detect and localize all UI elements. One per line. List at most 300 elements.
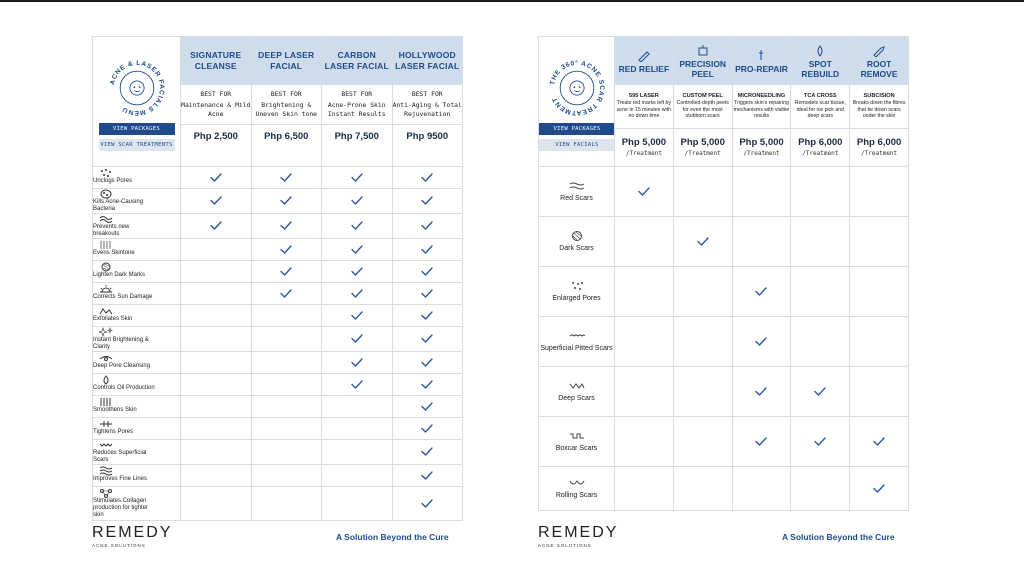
check-icon [755, 387, 767, 396]
check-icon [421, 380, 433, 389]
header-row [539, 37, 909, 85]
check-cell [615, 267, 674, 317]
check-cell [181, 167, 252, 189]
check-cell [791, 467, 850, 511]
check-cell [322, 487, 393, 521]
feature-label-cell [93, 352, 181, 374]
check-cell [322, 305, 393, 327]
check-cell [322, 465, 393, 487]
feature-label-cell [93, 327, 181, 352]
scar-label-cell [539, 217, 615, 267]
check-cell [732, 217, 791, 267]
brand-sub-right: ACNE SOLUTIONS [538, 543, 592, 548]
price-unit: /Treatment [625, 149, 662, 157]
deep-scar-icon [569, 381, 585, 391]
feature-row [93, 283, 463, 305]
scar-row [539, 467, 909, 511]
scar-label: Superficial Pitted Scars [540, 344, 613, 352]
best-for-cell [392, 85, 463, 125]
feature-row [93, 261, 463, 283]
feature-row [93, 440, 463, 465]
scar-label-cell [539, 467, 615, 511]
scar-row [539, 367, 909, 417]
treatment-desc: Breaks down the fibres that tie down scars under the skin [852, 100, 906, 120]
feature-label: Reduces Superficial Scars [93, 450, 147, 463]
check-cell [673, 217, 732, 267]
treatment-column-header [791, 37, 850, 85]
treatment-tech: MICRONEEDLING [737, 93, 786, 100]
treatment-desc-cell [791, 85, 850, 129]
check-icon [814, 387, 826, 396]
check-icon [351, 358, 363, 367]
check-cell [322, 374, 393, 396]
check-icon [351, 380, 363, 389]
feature-label: Stimulates Collagen production for tighter skin [93, 498, 149, 518]
scar-treatment-table [538, 36, 909, 511]
exfoliate-icon [99, 306, 113, 316]
best-for-text: Acne-Prone Skin Instant Results [327, 101, 386, 118]
sparkle-icon [99, 327, 113, 337]
check-cell [322, 167, 393, 189]
scar-label-cell [539, 367, 615, 417]
facial-column-header: DEEP LASER FACIAL [251, 37, 322, 85]
check-cell [791, 367, 850, 417]
feature-row [93, 352, 463, 374]
laser-icon [637, 50, 651, 62]
treatment-name: SPOT REBUILD [801, 59, 840, 79]
price-value: Php 5,000 [739, 136, 784, 148]
treatment-name: PRECISION PEEL [679, 59, 727, 79]
check-cell [673, 367, 732, 417]
price-unit: /Treatment [684, 149, 721, 157]
dots-icon [99, 168, 113, 178]
facials-menu-table [92, 36, 463, 521]
feature-label: Lighten Dark Marks [93, 272, 146, 279]
treatment-desc-cell [673, 85, 732, 129]
check-cell [615, 217, 674, 267]
view-packages-button[interactable]: VIEW PACKAGES [99, 123, 175, 135]
check-cell [392, 418, 463, 440]
feature-label: Prevents new breakouts [93, 224, 130, 237]
treatment-desc: Treats red marks left by acne in 15 minutes with no down time [616, 100, 672, 120]
feature-label-cell [93, 189, 181, 214]
check-cell [850, 317, 909, 367]
best-for-label: BEST FOR [270, 90, 302, 98]
price-unit: /Treatment [743, 149, 780, 157]
feature-label-cell [93, 283, 181, 305]
check-icon [421, 245, 433, 254]
feature-label-cell [93, 465, 181, 487]
check-cell [181, 418, 252, 440]
rolling-icon [569, 478, 585, 488]
facial-column-header: SIGNATURE CLEANSE [181, 37, 252, 85]
check-cell [732, 267, 791, 317]
menu-badge-logo [106, 57, 168, 119]
treatment-column-header [732, 37, 791, 85]
check-cell [392, 305, 463, 327]
pore-icon [99, 353, 113, 363]
feature-label: Deep Pore Cleansing [93, 363, 151, 370]
check-icon [280, 221, 292, 230]
feature-label: Controls Oil Production [93, 385, 155, 392]
price-unit: /Treatment [802, 149, 839, 157]
treatment-tech: CUSTOM PEEL [682, 93, 723, 100]
feature-label: Instant Brightening & Clarity [93, 337, 149, 350]
check-cell [251, 239, 322, 261]
treatment-desc: Controlled-depth peels for even the most stubborn scars [676, 100, 729, 120]
check-icon [421, 289, 433, 298]
check-cell [392, 465, 463, 487]
check-cell [322, 396, 393, 418]
feature-label: Corrects Sun Damage [93, 294, 153, 301]
feature-label: Smoothens Skin [93, 407, 137, 414]
check-icon [421, 499, 433, 508]
check-icon [210, 196, 222, 205]
check-icon [351, 334, 363, 343]
check-cell [251, 465, 322, 487]
best-for-cell [322, 85, 393, 125]
check-cell [392, 352, 463, 374]
price-cell: Php 7,500 [322, 125, 393, 167]
check-cell [392, 487, 463, 521]
scar-label: Boxcar Scars [555, 444, 598, 452]
check-icon [638, 187, 650, 196]
scar-row [539, 167, 909, 217]
feature-label: Kills Acne-Causing Bacteria [93, 199, 144, 212]
brand-logo-right: REMEDY [538, 524, 619, 541]
scar-label-cell [539, 317, 615, 367]
check-cell [181, 327, 252, 352]
best-for-text: Brightening & Uneven Skin tone [255, 101, 318, 118]
blade-icon [872, 45, 886, 57]
bacteria-icon [99, 189, 113, 199]
tagline-left: A Solution Beyond the Cure [336, 532, 449, 542]
price-cell [791, 129, 850, 167]
check-cell [615, 167, 674, 217]
treatment-desc-cell [850, 85, 909, 129]
feature-label-cell [93, 239, 181, 261]
check-cell [181, 487, 252, 521]
tighten-icon [99, 419, 113, 429]
view-packages-button[interactable]: VIEW PACKAGES [539, 123, 615, 135]
scar-logo-cell [539, 37, 615, 167]
check-icon [280, 267, 292, 276]
feature-label-cell [93, 440, 181, 465]
check-cell [673, 317, 732, 367]
check-cell [181, 440, 252, 465]
feature-label-cell [93, 305, 181, 327]
scar-treatment-panel [538, 36, 909, 511]
check-icon [421, 221, 433, 230]
feature-row [93, 396, 463, 418]
check-cell [251, 167, 322, 189]
check-icon [697, 237, 709, 246]
drop-icon [813, 45, 827, 57]
boxcar-icon [569, 431, 585, 441]
check-icon [421, 402, 433, 411]
check-cell [322, 327, 393, 352]
price-cell [732, 129, 791, 167]
check-icon [280, 196, 292, 205]
facial-column-header: HOLLYWOOD LASER FACIAL [392, 37, 463, 85]
view-facials-button[interactable]: VIEW FACIALS [539, 139, 615, 151]
check-icon [351, 196, 363, 205]
check-cell [322, 239, 393, 261]
check-cell [251, 261, 322, 283]
treatment-desc-cell [732, 85, 791, 129]
check-icon [351, 311, 363, 320]
svg-text:ACNE & LASER FACIALS MENU: ACNE & LASER FACIALS MENU [108, 59, 165, 116]
check-cell [615, 317, 674, 367]
check-cell [251, 189, 322, 214]
finelines-icon [99, 466, 113, 476]
smooth-icon [99, 397, 113, 407]
lines-icon [99, 240, 113, 250]
check-icon [421, 447, 433, 456]
check-cell [181, 305, 252, 327]
check-cell [673, 417, 732, 467]
wave-icon [99, 214, 113, 224]
price-cell [615, 129, 674, 167]
scar-icon [99, 440, 113, 450]
check-icon [280, 289, 292, 298]
scar-label: Dark Scars [559, 244, 594, 252]
feature-label-cell [93, 487, 181, 521]
check-cell [181, 214, 252, 239]
check-cell [392, 283, 463, 305]
check-cell [251, 440, 322, 465]
check-cell [251, 214, 322, 239]
feature-label: Improves Fine Lines [93, 476, 148, 483]
check-icon [814, 437, 826, 446]
check-cell [791, 167, 850, 217]
check-cell [615, 417, 674, 467]
check-cell [251, 352, 322, 374]
scar-row [539, 317, 909, 367]
feature-label-cell [93, 261, 181, 283]
feature-row [93, 214, 463, 239]
check-cell [251, 283, 322, 305]
best-for-label: BEST FOR [341, 90, 373, 98]
check-cell [181, 352, 252, 374]
scar-label-cell [539, 167, 615, 217]
check-icon [873, 484, 885, 493]
check-cell [392, 239, 463, 261]
check-cell [392, 214, 463, 239]
check-cell [181, 374, 252, 396]
check-icon [351, 245, 363, 254]
check-icon [755, 287, 767, 296]
check-icon [421, 334, 433, 343]
price-value: Php 6,000 [798, 136, 843, 148]
feature-label-cell [93, 167, 181, 189]
check-cell [322, 440, 393, 465]
feature-label: Evens Skintone [93, 250, 135, 257]
check-cell [673, 267, 732, 317]
feature-row [93, 189, 463, 214]
check-cell [251, 374, 322, 396]
red-scar-icon [569, 181, 585, 191]
check-icon [210, 221, 222, 230]
check-cell [850, 217, 909, 267]
check-cell [392, 374, 463, 396]
check-cell [392, 327, 463, 352]
check-cell [615, 467, 674, 511]
check-cell [322, 214, 393, 239]
check-icon [351, 267, 363, 276]
price-cell: Php 2,500 [181, 125, 252, 167]
check-cell [251, 327, 322, 352]
scar-label: Enlarged Pores [552, 294, 601, 302]
feature-row [93, 167, 463, 189]
best-for-cell [181, 85, 252, 125]
check-cell [181, 396, 252, 418]
check-cell [251, 418, 322, 440]
check-icon [351, 173, 363, 182]
check-icon [421, 471, 433, 480]
check-cell [673, 167, 732, 217]
treatment-name: ROOT REMOVE [860, 59, 898, 79]
check-cell [181, 465, 252, 487]
check-icon [873, 437, 885, 446]
check-cell [791, 417, 850, 467]
check-cell [181, 283, 252, 305]
check-cell [322, 261, 393, 283]
price-cell: Php 9500 [392, 125, 463, 167]
check-cell [615, 367, 674, 417]
check-cell [791, 317, 850, 367]
svg-text:THE 360° ACNE SCAR TREATMENT: THE 360° ACNE SCAR TREATMENT [548, 59, 605, 116]
top-border [0, 0, 1024, 2]
header-row [93, 37, 463, 85]
check-cell [251, 305, 322, 327]
feature-row [93, 465, 463, 487]
check-icon [210, 173, 222, 182]
tagline-right: A Solution Beyond the Cure [782, 532, 895, 542]
scar-label: Rolling Scars [555, 491, 598, 499]
check-cell [392, 261, 463, 283]
check-cell [850, 367, 909, 417]
needle-icon [754, 50, 768, 62]
price-unit: /Treatment [861, 149, 898, 157]
check-cell [791, 217, 850, 267]
feature-label: Tightens Pores [93, 429, 134, 436]
view-scar-treatments-button[interactable]: VIEW SCAR TREATMENTS [99, 139, 175, 151]
check-cell [251, 396, 322, 418]
dark-scar-icon [569, 231, 585, 241]
check-icon [755, 437, 767, 446]
price-cell [673, 129, 732, 167]
treatment-desc: Triggers skin's repairing mechanisms with visible results [733, 100, 790, 120]
feature-row [93, 374, 463, 396]
treatment-column-header [673, 37, 732, 85]
check-icon [421, 424, 433, 433]
brand-logo-left: REMEDY [92, 524, 173, 541]
price-cell: Php 6,500 [251, 125, 322, 167]
check-cell [850, 417, 909, 467]
brand-sub-left: ACNE SOLUTIONS [92, 543, 146, 548]
check-icon [421, 358, 433, 367]
scar-label-cell [539, 267, 615, 317]
feature-row [93, 305, 463, 327]
best-for-text: Maintenance & Mild Acne [181, 101, 251, 118]
treatment-desc-cell [615, 85, 674, 129]
feature-label-cell [93, 374, 181, 396]
scar-label: Deep Scars [558, 394, 595, 402]
check-cell [673, 467, 732, 511]
check-cell [392, 189, 463, 214]
check-cell [850, 467, 909, 511]
scar-row [539, 217, 909, 267]
sun-icon [99, 284, 113, 294]
feature-label-cell [93, 396, 181, 418]
check-cell [392, 440, 463, 465]
oil-icon [99, 375, 113, 385]
treatment-column-header [615, 37, 674, 85]
check-cell [732, 417, 791, 467]
feature-row [93, 418, 463, 440]
best-for-text: Anti-Aging & Total Rejuvenation [392, 101, 462, 118]
circle-icon [99, 262, 113, 272]
pitted-icon [569, 331, 585, 341]
treatment-desc: Remodels scar tissue, ideal for ice pick and deep scars [794, 100, 846, 120]
check-cell [392, 396, 463, 418]
check-cell [732, 167, 791, 217]
facials-menu-panel [92, 36, 463, 521]
price-value: Php 5,000 [621, 136, 667, 148]
check-cell [791, 267, 850, 317]
treatment-name: RED RELIEF [618, 64, 670, 74]
scar-label-cell [539, 417, 615, 467]
check-icon [421, 196, 433, 205]
price-value: Php 5,000 [680, 136, 725, 148]
pores-icon [569, 281, 585, 291]
treatment-tech: SUBCISION [863, 93, 895, 100]
check-cell [181, 239, 252, 261]
check-icon [280, 173, 292, 182]
menu-badge-logo [546, 57, 608, 119]
treatment-column-header [850, 37, 909, 85]
check-icon [421, 173, 433, 182]
check-cell [850, 167, 909, 217]
treatment-tech: TCA CROSS [803, 93, 837, 100]
feature-label: Unclogs Pores [93, 178, 133, 185]
check-cell [850, 267, 909, 317]
peel-icon [696, 45, 710, 57]
menu-logo-cell [93, 37, 181, 167]
check-cell [732, 467, 791, 511]
check-cell [322, 418, 393, 440]
check-cell [181, 261, 252, 283]
best-for-label: BEST FOR [200, 90, 232, 98]
check-icon [351, 289, 363, 298]
scar-label: Red Scars [560, 194, 593, 202]
check-cell [392, 167, 463, 189]
check-icon [421, 267, 433, 276]
feature-label-cell [93, 214, 181, 239]
check-cell [322, 352, 393, 374]
check-cell [322, 283, 393, 305]
check-cell [322, 189, 393, 214]
price-value: Php 6,000 [856, 136, 902, 148]
best-for-label: BEST FOR [411, 90, 443, 98]
scar-row [539, 267, 909, 317]
feature-label: Exfoliates Skin [93, 316, 133, 323]
feature-label-cell [93, 418, 181, 440]
best-for-cell [251, 85, 322, 125]
feature-row [93, 239, 463, 261]
check-icon [351, 221, 363, 230]
